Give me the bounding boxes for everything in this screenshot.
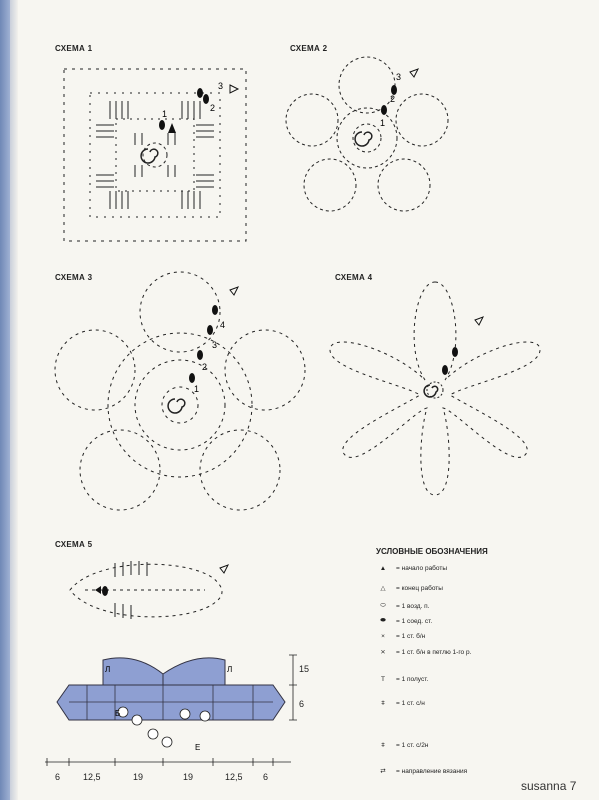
scheme-3-row-1: 1 — [194, 384, 200, 394]
scheme-1-row-3: 3 — [218, 81, 224, 91]
strap-mark-right: Л — [227, 665, 233, 674]
legend-item: T = 1 полуст. — [374, 673, 428, 685]
scheme-3-row-4: 4 — [220, 320, 226, 330]
height-dim-15: 15 — [299, 664, 310, 674]
piece-mark: Б — [115, 709, 121, 718]
width-dim-1: 6 — [55, 772, 61, 782]
bag-pattern-diagram — [45, 650, 325, 785]
scheme-2-diagram — [282, 50, 452, 220]
legend-item: ⨯ = 1 ст. б/н в петлю 1-го р. — [374, 646, 471, 658]
single-crochet-loop-icon: ⨯ — [380, 649, 386, 656]
double-crochet-icon: ǂ — [381, 699, 385, 707]
chain-stitch-icon: ⬭ — [380, 602, 386, 609]
width-dim-6: 6 — [263, 772, 269, 782]
page-spine — [0, 0, 10, 800]
scheme-5-label: СХЕМА 5 — [55, 540, 93, 549]
brand-name: susanna — [521, 779, 567, 793]
scheme-2-label: СХЕМА 2 — [290, 44, 328, 53]
scheme-5-diagram — [55, 548, 235, 633]
direction-arrow-icon: ⇄ — [380, 768, 386, 775]
scheme-1-label: СХЕМА 1 — [55, 44, 93, 53]
scheme-2-row-3: 3 — [396, 72, 402, 82]
scheme-1-diagram — [50, 55, 260, 255]
legend-item: △ = конец работы — [374, 582, 443, 594]
start-arrow-icon: ▲ — [379, 564, 387, 572]
legend-item: ǂ = 1 ст. с/2н — [374, 739, 428, 751]
scheme-3-row-2: 2 — [202, 362, 208, 372]
width-dim-2: 12,5 — [83, 772, 101, 782]
strap-mark-left: Л — [105, 665, 111, 674]
scheme-3-label: СХЕМА 3 — [55, 273, 93, 282]
scheme-3-diagram — [50, 270, 320, 520]
single-crochet-icon: × — [381, 632, 385, 640]
legend-item: ⇄ = направление вязания — [374, 765, 467, 777]
width-dim-4: 19 — [183, 772, 194, 782]
scheme-1-row-1: 1 — [162, 109, 168, 119]
legend-item: ⬬ = 1 соед. ст. — [374, 615, 432, 627]
width-dim-3: 19 — [133, 772, 144, 782]
scheme-1-row-2: 2 — [210, 103, 216, 113]
end-arrow-icon: △ — [380, 585, 386, 592]
width-dim-5: 12,5 — [225, 772, 243, 782]
scheme-2-row-2: 2 — [390, 94, 396, 104]
page-footer — [521, 779, 576, 793]
scheme-2-row-1: 1 — [380, 118, 386, 128]
legend-item: ⬭ = 1 возд. п. — [374, 600, 430, 612]
treble-crochet-icon: ǂ — [381, 741, 385, 749]
scheme-4-label: СХЕМА 4 — [335, 273, 373, 282]
flower-mark: Е — [195, 743, 201, 752]
half-double-crochet-icon: T — [381, 675, 385, 683]
legend-item: × = 1 ст. б/н — [374, 630, 425, 642]
slip-stitch-icon: ⬬ — [380, 617, 386, 624]
page-gutter — [10, 0, 18, 800]
legend-item: ǂ = 1 ст. с/н — [374, 697, 425, 709]
legend-item: ▲ = начало работы — [374, 562, 447, 574]
scheme-3-row-3: 3 — [212, 340, 218, 350]
page-number: 7 — [569, 779, 577, 793]
legend-title: УСЛОВНЫЕ ОБОЗНАЧЕНИЯ — [376, 547, 488, 556]
scheme-4-diagram — [325, 270, 550, 510]
height-dim-6: 6 — [299, 699, 305, 709]
